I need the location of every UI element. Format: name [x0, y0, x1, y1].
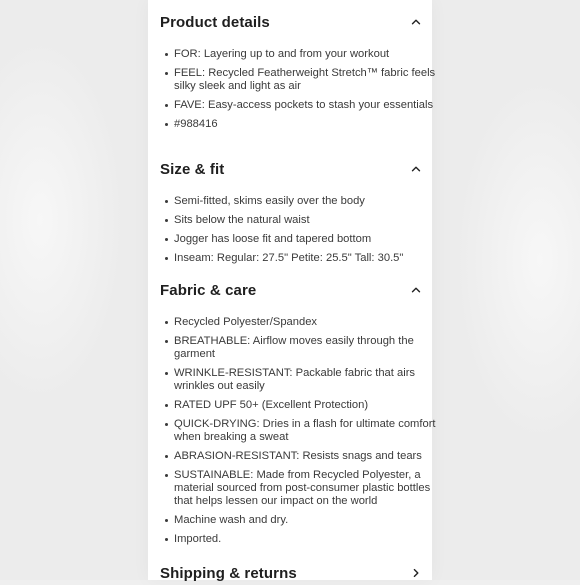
- section-title: Product details: [160, 13, 270, 31]
- list-item: Inseam: Regular: 27.5" Petite: 25.5" Tall: 30.5": [174, 252, 436, 265]
- size-fit-list: [160, 195, 436, 271]
- list-item: WRINKLE-RESISTANT: Packable fabric that airs wrinkles out easily: [174, 367, 436, 393]
- list-item: Imported.: [174, 533, 436, 546]
- list-item: FAVE: Easy-access pockets to stash your essentials: [174, 99, 436, 112]
- section-title: Fabric & care: [160, 281, 257, 299]
- list-item: SUSTAINABLE: Made from Recycled Polyester, a material sourced from post-consumer plastic bottles that helps lessen our impact on the world: [174, 469, 436, 508]
- list-item: RATED UPF 50+ (Excellent Protection): [174, 399, 436, 412]
- chevron-up-icon: [410, 163, 422, 175]
- list-item: Jogger has loose fit and tapered bottom: [174, 233, 436, 246]
- product-details-list: [160, 48, 436, 137]
- list-item: FOR: Layering up to and from your workout: [174, 48, 436, 61]
- section-title: Size & fit: [160, 160, 225, 178]
- chevron-up-icon: [410, 284, 422, 296]
- fabric-care-toggle[interactable]: [160, 278, 422, 302]
- size-fit-toggle[interactable]: [160, 157, 422, 181]
- product-info-panel: [148, 0, 436, 582]
- list-item: Recycled Polyester/Spandex: [174, 316, 436, 329]
- list-item: Sits below the natural waist: [174, 214, 436, 227]
- list-item: Machine wash and dry.: [174, 514, 436, 527]
- chevron-right-icon: [410, 567, 422, 579]
- list-item: FEEL: Recycled Featherweight Stretch™ fabric feels silky sleek and light as air: [174, 67, 436, 92]
- shipping-returns-toggle[interactable]: [160, 561, 422, 585]
- list-item: BREATHABLE: Airflow moves easily through the garment: [174, 335, 436, 361]
- list-item: Semi-fitted, skims easily over the body: [174, 195, 436, 208]
- list-item: #988416: [174, 118, 436, 131]
- list-item: QUICK-DRYING: Dries in a flash for ultimate comfort when breaking a sweat: [174, 418, 436, 443]
- list-item: ABRASION-RESISTANT: Resists snags and tears: [174, 450, 436, 463]
- fabric-care-list: [160, 316, 436, 552]
- section-title: Shipping & returns: [160, 564, 297, 582]
- chevron-up-icon: [410, 16, 422, 28]
- product-details-toggle[interactable]: [160, 10, 422, 34]
